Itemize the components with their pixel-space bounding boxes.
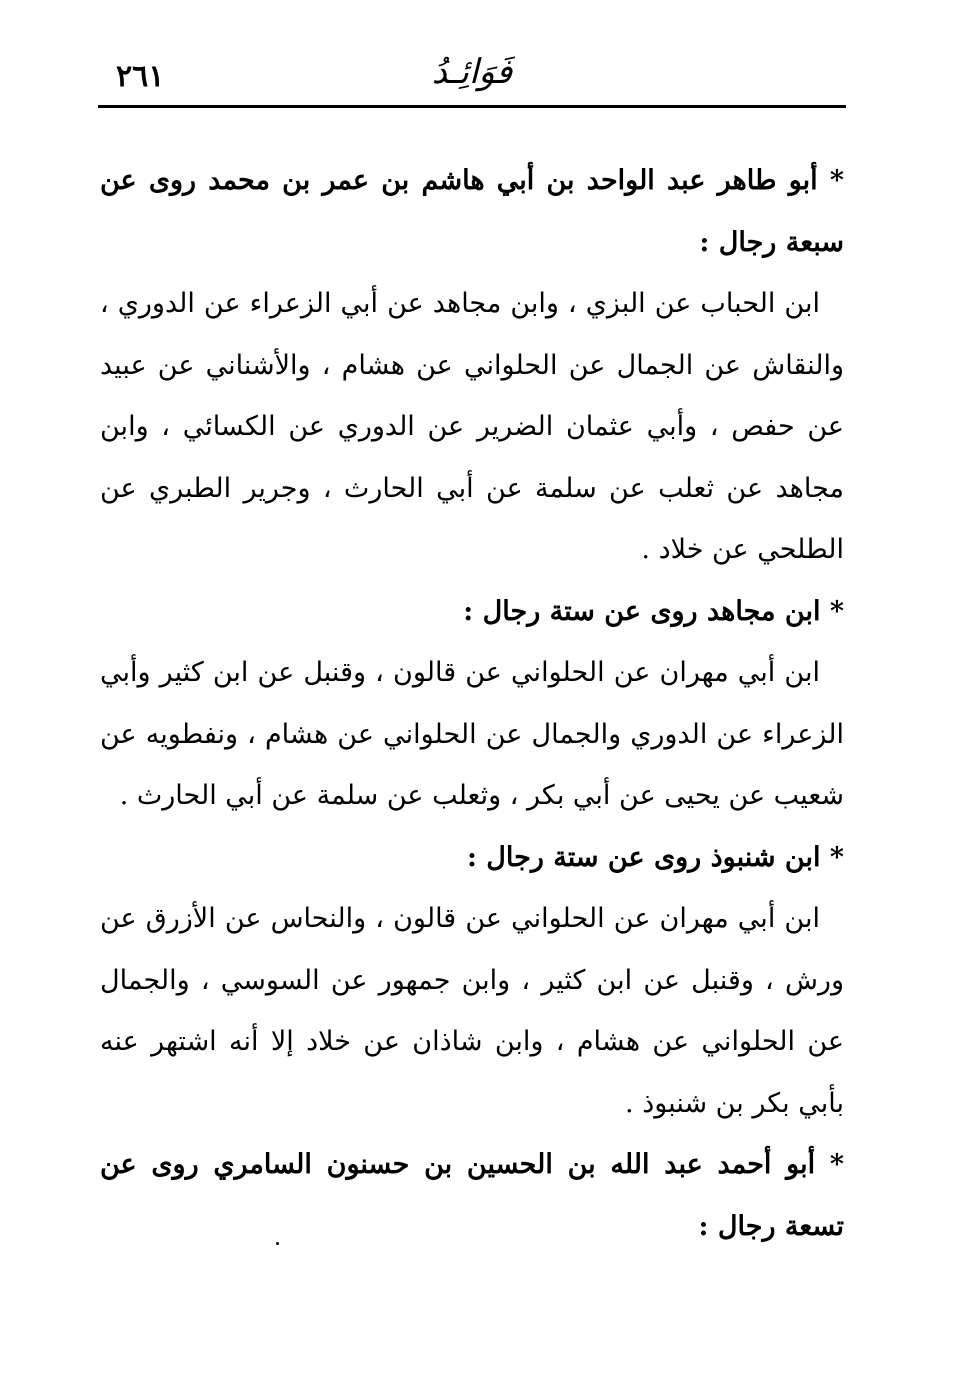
section-heading-1 [100,150,844,273]
header-rule [98,105,846,108]
section-body-3: ابن أبي مهران عن الحلواني عن قالون ، والنحاس عن الأزرق عن ورش ، وقنبل عن ابن كثير ، وابن جمهور عن السوسي ، والجمال عن الحلواني عن هشام ، وابن شاذان عن خلاد إلا أنه اشتهر عنه بأبي بكر بن شنبوذ . [100,903,844,1119]
section-heading-4 [100,1134,844,1257]
star-bullet-icon: * [829,841,844,873]
section-heading-3 [100,827,844,889]
section-heading-2 [100,581,844,643]
heading-text: ابن مجاهد روى عن ستة رجال : [463,595,821,627]
main-text [100,150,844,1257]
page-header [98,48,846,108]
star-bullet-icon: * [829,595,844,627]
heading-text: أبو طاهر عبد الواحد بن أبي هاشم بن عمر بن محمد روى عن سبعة رجال : [100,165,844,258]
star-bullet-icon: * [829,1149,844,1180]
star-bullet-icon: * [829,165,844,196]
page-number: ٢٦١ [116,59,165,94]
print-speck [276,1242,279,1245]
heading-text: أبو أحمد عبد الله بن الحسين بن حسنون السامري روى عن تسعة رجال : [100,1149,844,1242]
section-body-2: ابن أبي مهران عن الحلواني عن قالون ، وقنبل عن ابن كثير وأبي الزعراء عن الدوري والجمال عن الحلواني عن هشام ، ونفطويه عن شعيب عن يحيى عن أبي بكر ، وثعلب عن سلمة عن أبي الحارث . [100,657,844,811]
running-title: فَوَائِـدُ [431,52,513,92]
section-body-1: ابن الحباب عن البزي ، وابن مجاهد عن أبي الزعراء عن الدوري ، والنقاش عن الجمال عن الحلواني عن هشام ، والأشناني عن عبيد عن حفص ، وأبي عثمان الضرير عن الدوري عن الكسائي ، وابن مجاهد عن ثعلب عن سلمة عن أبي الحارث ، وجرير الطبري عن الطلحي عن خلاد . [100,288,844,565]
heading-text: ابن شنبوذ روى عن ستة رجال : [466,841,821,873]
